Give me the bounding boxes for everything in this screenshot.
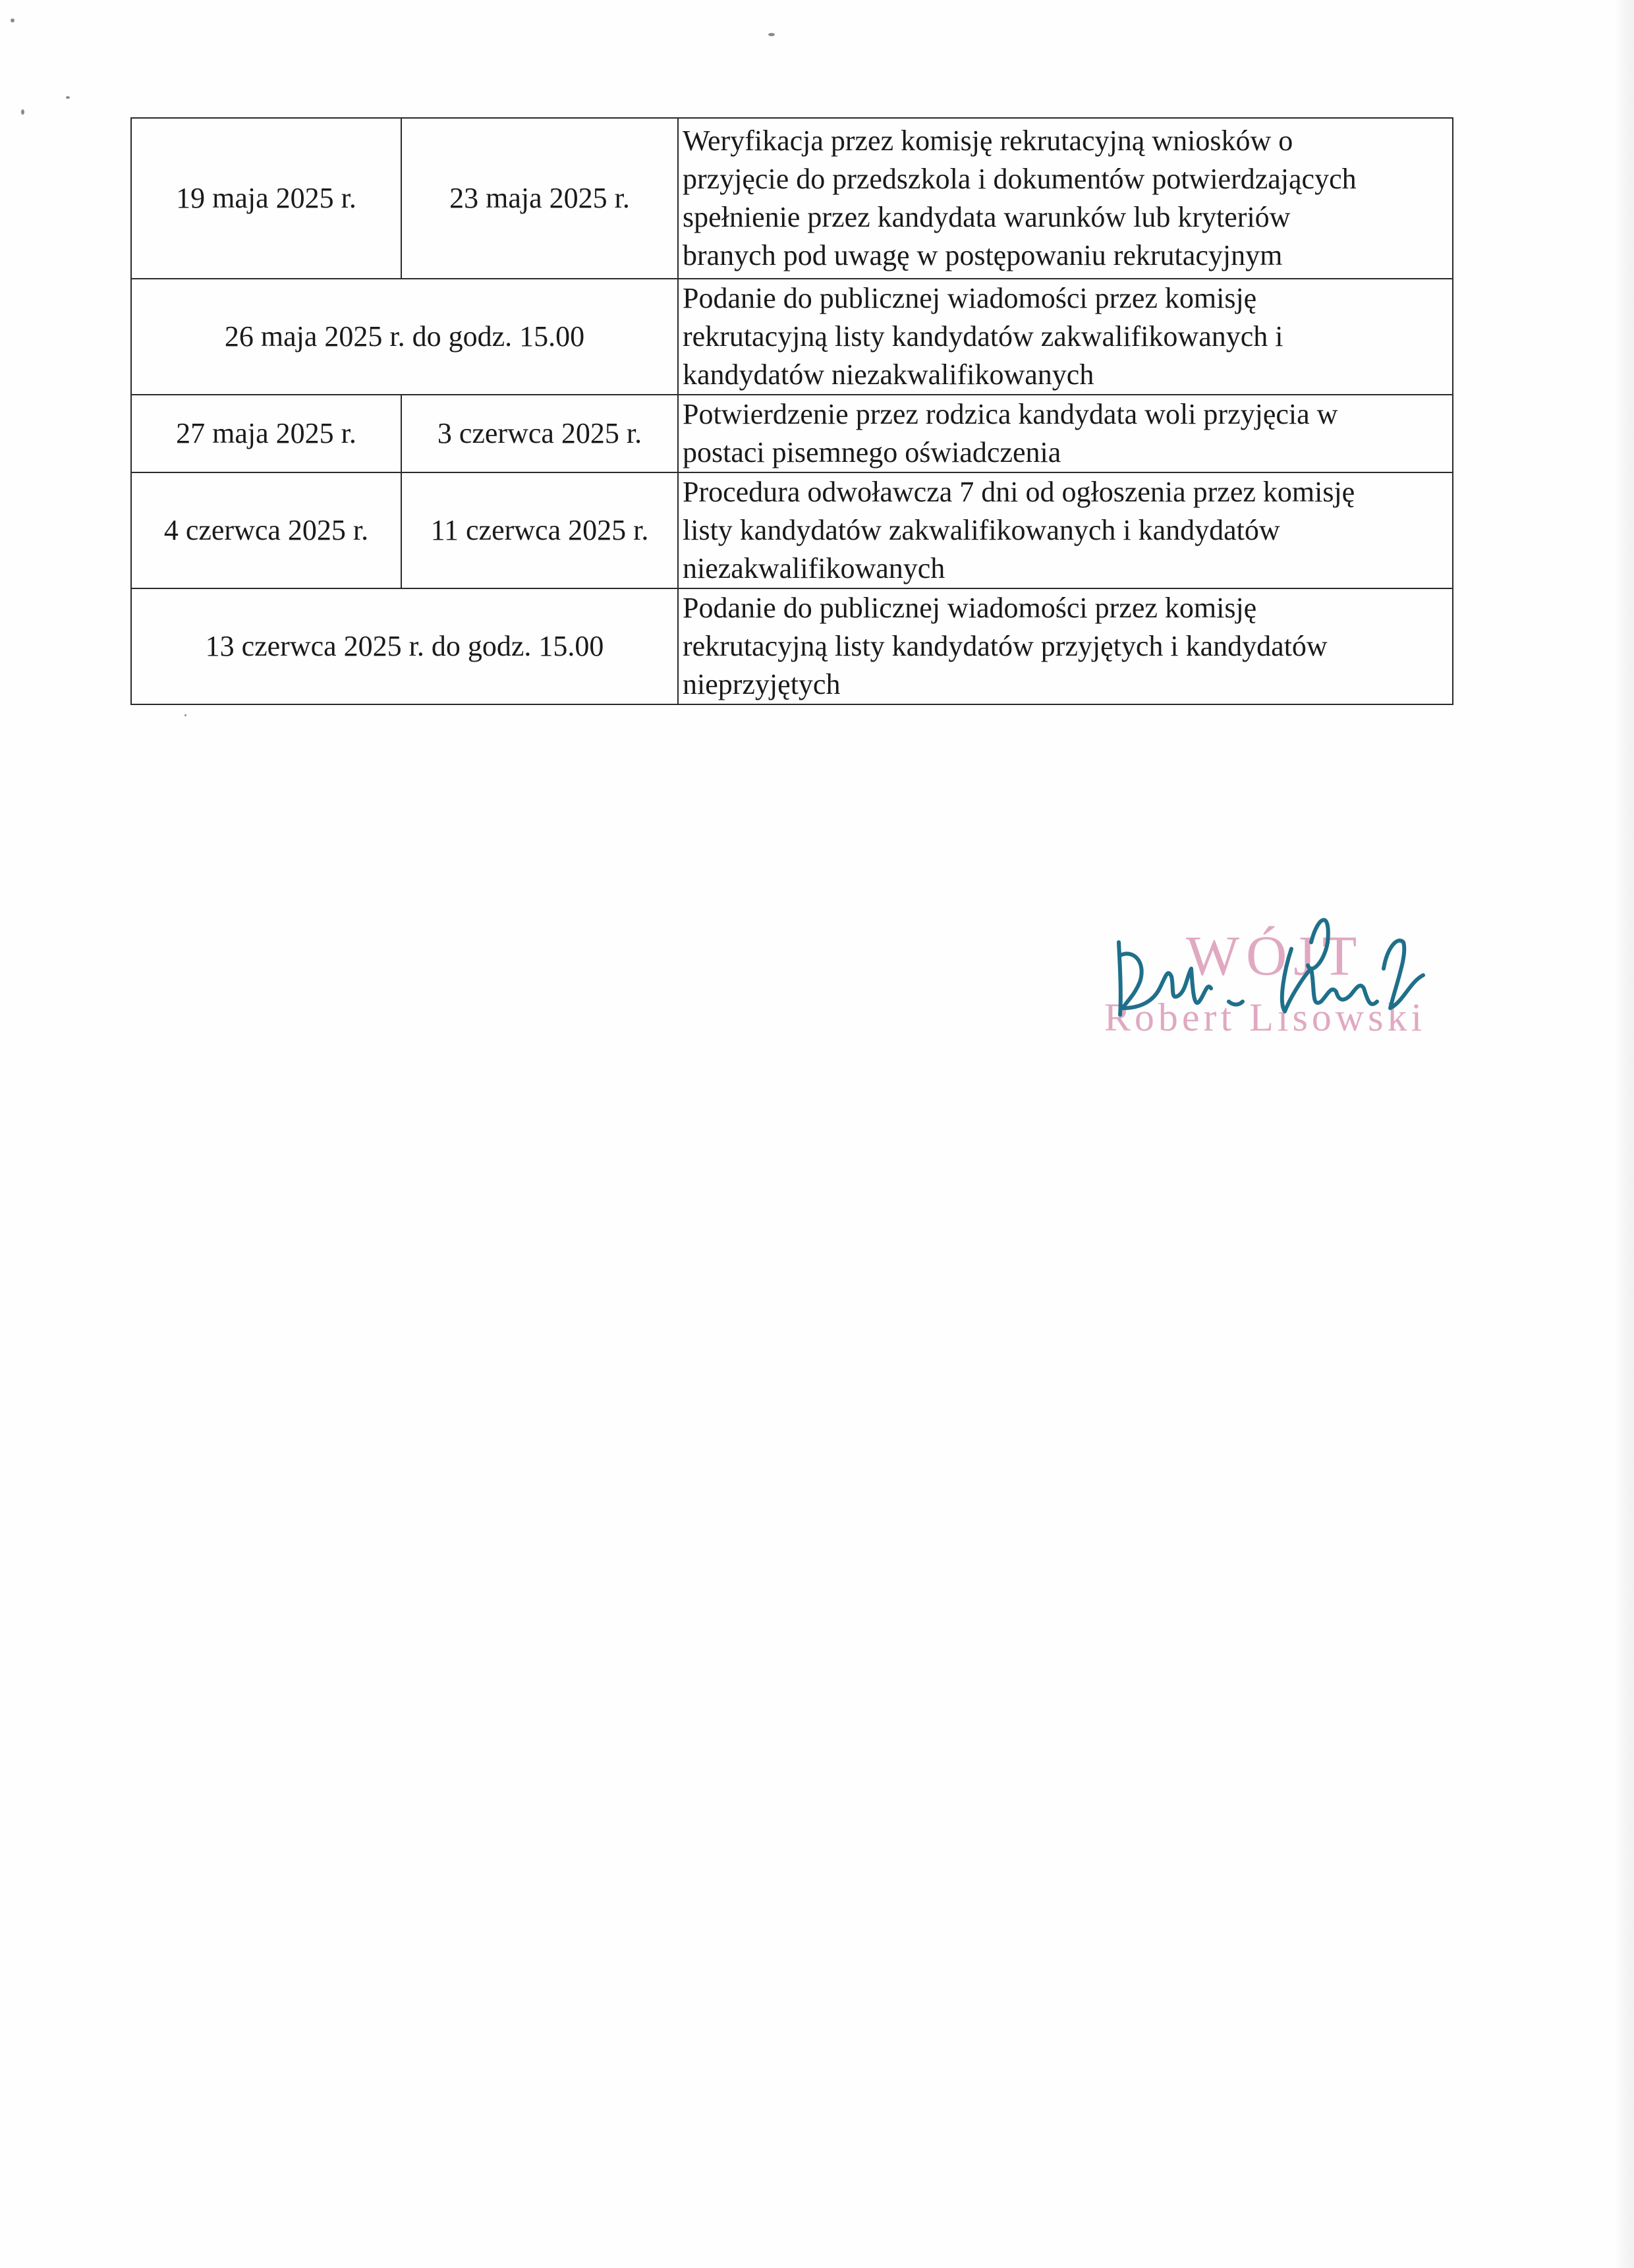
recruitment-schedule-table — [130, 117, 1453, 705]
scan-speck — [21, 109, 24, 115]
scan-speck — [768, 33, 775, 36]
scan-speck — [184, 714, 186, 716]
description-line: spełnienie przez kandydata warunków lub kryteriów — [683, 201, 1291, 233]
description-cell — [678, 395, 1453, 472]
date-deadline-cell: 26 maja 2025 r. do godz. 15.00 — [131, 279, 678, 395]
description-line: branych pod uwagę w postępowaniu rekrutacyjnym — [683, 239, 1283, 271]
description-cell — [678, 279, 1453, 395]
description-line: niezakwalifikowanych — [683, 552, 945, 584]
stamp-name: Robert Lisowski — [1104, 996, 1426, 1039]
end-date-cell: 23 maja 2025 r. — [401, 118, 678, 279]
start-date-cell: 4 czerwca 2025 r. — [131, 472, 401, 588]
official-stamp-and-signature — [1094, 903, 1436, 1061]
date-deadline-cell: 13 czerwca 2025 r. do godz. 15.00 — [131, 588, 678, 704]
table-row — [131, 472, 1453, 588]
description-line: Podanie do publicznej wiadomości przez komisję — [683, 282, 1257, 314]
description-line: Podanie do publicznej wiadomości przez komisję — [683, 592, 1257, 624]
end-date-cell: 11 czerwca 2025 r. — [401, 472, 678, 588]
description-cell — [678, 118, 1453, 279]
table-row — [131, 395, 1453, 472]
scan-edge-shadow — [1614, 0, 1634, 2268]
description-line: rekrutacyjną listy kandydatów zakwalifikowanych i — [683, 320, 1283, 353]
end-date-cell: 3 czerwca 2025 r. — [401, 395, 678, 472]
handwritten-signature — [1094, 903, 1436, 1061]
table-row — [131, 588, 1453, 704]
description-cell — [678, 588, 1453, 704]
description-line: Potwierdzenie przez rodzica kandydata woli przyjęcia w — [683, 398, 1338, 430]
scan-speck — [11, 18, 14, 22]
description-line: przyjęcie do przedszkola i dokumentów potwierdzających — [683, 163, 1357, 195]
description-cell — [678, 472, 1453, 588]
description-line: rekrutacyjną listy kandydatów przyjętych i kandydatów — [683, 630, 1328, 662]
table-row — [131, 279, 1453, 395]
description-line: Weryfikacja przez komisję rekrutacyjną wniosków o — [683, 125, 1293, 157]
description-line: nieprzyjętych — [683, 668, 841, 700]
scan-speck — [66, 96, 70, 99]
table-row — [131, 118, 1453, 279]
stamp-title: WÓJT — [1186, 924, 1364, 987]
start-date-cell: 19 maja 2025 r. — [131, 118, 401, 279]
description-line: Procedura odwoławcza 7 dni od ogłoszenia przez komisję — [683, 476, 1355, 508]
start-date-cell: 27 maja 2025 r. — [131, 395, 401, 472]
description-line: kandydatów niezakwalifikowanych — [683, 358, 1094, 391]
description-line: postaci pisemnego oświadczenia — [683, 436, 1061, 468]
description-line: listy kandydatów zakwalifikowanych i kandydatów — [683, 514, 1280, 546]
